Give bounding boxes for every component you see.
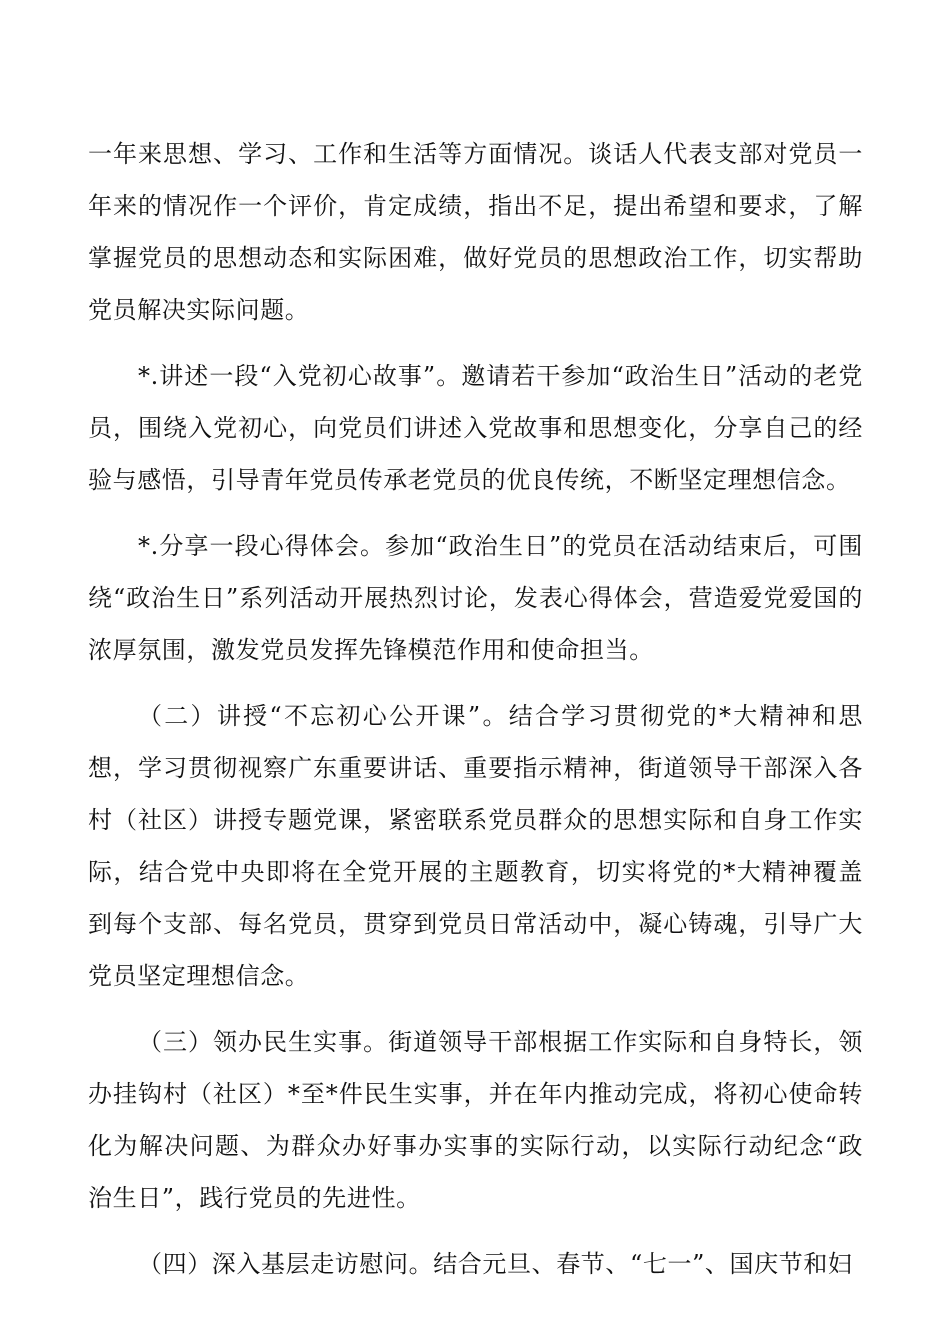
paragraph-section-3: （三）领办民生实事。街道领导干部根据工作实际和自身特长，领办挂钩村（社区）*至*件民生实事，并在年内推动完成，将初心使命转化为解决问题、为群众办好事办实事的实际行动，以实际行动纪念“政治生日”，践行党员的先进性。 [88, 1028, 863, 1212]
paragraph-continuation: 一年来思想、学习、工作和生活等方面情况。谈话人代表支部对党员一年来的情况作一个评价，肯定成绩，指出不足，提出希望和要求，了解掌握党员的思想动态和实际困难，做好党员的思想政治工作，切实帮助党员解决实际问题。 [88, 140, 863, 324]
document-body [88, 128, 863, 1290]
paragraph-story: *.讲述一段“入党初心故事”。邀请若干参加“政治生日”活动的老党员，围绕入党初心，向党员们讲述入党故事和思想变化，分享自己的经验与感悟，引导青年党员传承老党员的优良传统，不断坚定理想信念。 [88, 362, 863, 494]
paragraph-experience: *.分享一段心得体会。参加“政治生日”的党员在活动结束后，可围绕“政治生日”系列活动开展热烈讨论，发表心得体会，营造爱党爱国的浓厚氛围，激发党员发挥先锋模范作用和使命担当。 [88, 532, 863, 664]
paragraph-section-4: （四）深入基层走访慰问。结合元旦、春节、“七一”、国庆节和妇 [138, 1250, 853, 1278]
paragraph-section-2: （二）讲授“不忘初心公开课”。结合学习贯彻党的*大精神和思想，学习贯彻视察广东重要讲话、重要指示精神，街道领导干部深入各村（社区）讲授专题党课，紧密联系党员群众的思想实际和自身工作实际，结合党中央即将在全党开展的主题教育，切实将党的*大精神覆盖到每个支部、每名党员，贯穿到党员日常活动中，凝心铸魂，引导广大党员坚定理想信念。 [88, 702, 863, 990]
